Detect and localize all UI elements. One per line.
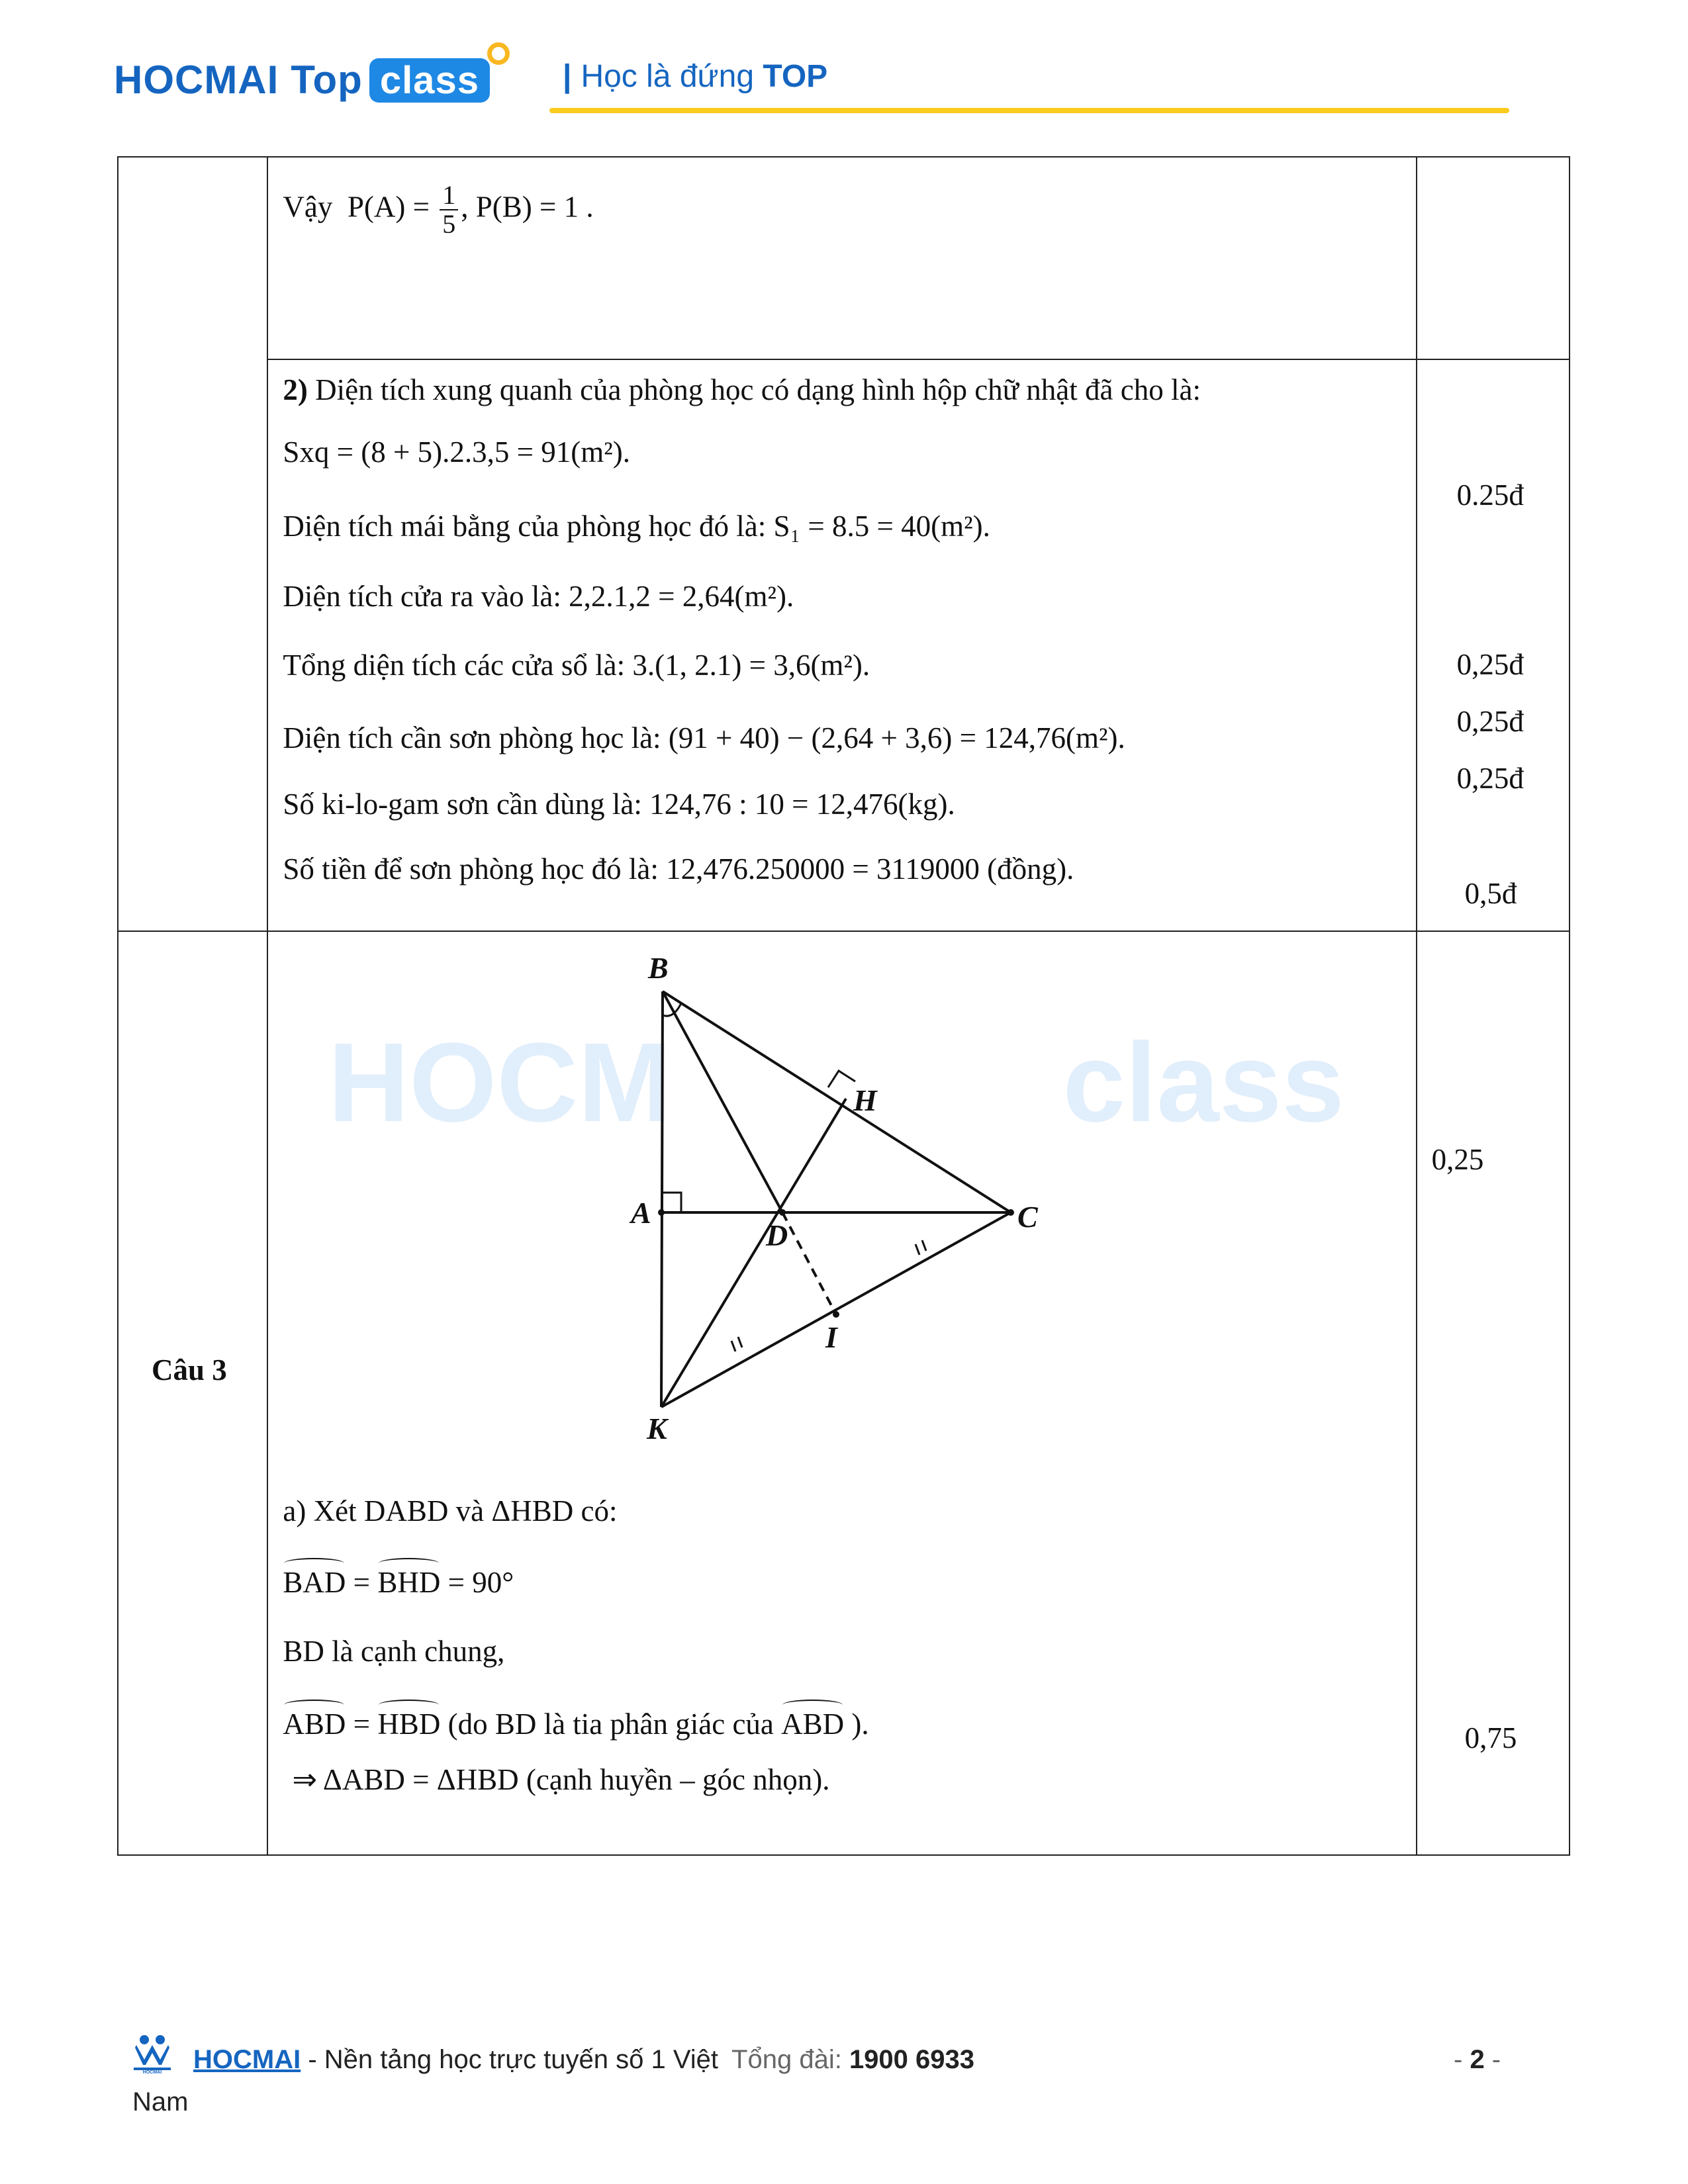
score-value: 0,25đ xyxy=(1456,648,1524,681)
point-i xyxy=(833,1311,839,1318)
slogan-text: Học là đứng xyxy=(581,59,763,94)
svg-text:HOCMAI: HOCMAI xyxy=(142,2070,162,2074)
point-d xyxy=(779,1209,786,1216)
logo-top-text: Top xyxy=(291,58,363,102)
score-cell xyxy=(1417,157,1570,359)
hocmai-topclass-logo xyxy=(114,57,490,103)
solution-cell xyxy=(267,359,1416,931)
hocmai-people-icon xyxy=(131,2033,173,2074)
right-angle-mark-h xyxy=(828,1071,855,1087)
solution-line: Tổng diện tích các cửa sổ là: 3.(1, 2.1) = 3,6(m²). xyxy=(283,649,870,682)
logo-hocmai-text: HOCMAI xyxy=(114,58,279,102)
fraction-one-fifth: $\frac{1}{5}$ xyxy=(440,181,458,238)
table-row xyxy=(118,157,1570,359)
footer-nam: Nam xyxy=(132,2087,189,2116)
angle-abd: ABD xyxy=(781,1707,845,1741)
sun-icon xyxy=(487,42,510,65)
score-value: 0,25đ xyxy=(1456,705,1524,738)
solution-line: Số tiền để sơn phòng học đó là: 12,476.250000 = 3119000 (đồng). xyxy=(283,852,1074,886)
question-label: Câu 3 xyxy=(152,1353,227,1387)
point-c xyxy=(1008,1209,1014,1216)
tick-mark xyxy=(738,1337,742,1347)
angle-bad: BAD xyxy=(283,1566,346,1599)
geometry-figure xyxy=(268,932,1413,1461)
proof-line: a) Xét DABD và ΔHBD có: xyxy=(283,1494,618,1527)
hotline-number: 1900 6933 xyxy=(849,2045,975,2074)
solution-cell xyxy=(267,157,1416,359)
footer-brand-link[interactable]: HOCMAI xyxy=(193,2045,301,2074)
solution-line: 2) Diện tích xung quanh của phòng học có dạng hình hộp chữ nhật đã cho là: xyxy=(283,373,1201,406)
solution-line: Diện tích cần sơn phòng học là: (91 + 40) − (2,64 + 3,6) = 124,76(m²). xyxy=(283,721,1125,754)
angle-abd: ABD xyxy=(283,1707,346,1741)
score-cell xyxy=(1417,931,1570,1855)
label-d: D xyxy=(766,1218,788,1252)
footer-text: HOCMAI - Nền tảng học trực tuyến số 1 Việt Tổng đài: 1900 6933 xyxy=(193,2045,975,2074)
score-cell xyxy=(1417,359,1570,931)
segment-di xyxy=(782,1212,836,1314)
angle-hbd: HBD xyxy=(377,1707,441,1741)
page-header xyxy=(0,0,1688,132)
score-value: 0,5đ xyxy=(1464,877,1517,910)
page-number: - 2 - xyxy=(1454,2045,1501,2074)
proof-line: ⇒ ΔABD = ΔHBD (cạnh huyền – góc nhọn). xyxy=(292,1763,830,1796)
proof-line: BD là cạnh chung, xyxy=(283,1635,505,1668)
angle-bhd: BHD xyxy=(377,1566,441,1599)
solution-line: Sxq = (8 + 5).2.3,5 = 91(m²). xyxy=(283,435,631,469)
label-a: A xyxy=(631,1196,652,1230)
question-cell-empty xyxy=(118,157,267,931)
question-cell xyxy=(118,931,267,1855)
segment-bk xyxy=(661,991,663,1407)
logo-class-text: class xyxy=(379,59,479,102)
score-value: 0,25đ xyxy=(1456,762,1524,795)
table-row xyxy=(118,931,1570,1855)
segment-kc xyxy=(661,1212,1011,1407)
solution-line: Diện tích cửa ra vào là: 2,2.1,2 = 2,64(m²). xyxy=(283,580,794,613)
label-b: B xyxy=(648,951,669,985)
segment-bd xyxy=(663,991,782,1212)
logo-class-badge xyxy=(369,58,490,103)
score-value: 0.25đ xyxy=(1456,478,1524,512)
label-h: H xyxy=(853,1083,878,1117)
tick-mark xyxy=(922,1240,926,1251)
header-underline xyxy=(549,108,1509,113)
solution-line: Diện tích mái bằng của phòng học đó là: S₁ = 8.5 = 40(m²). xyxy=(283,510,990,543)
right-angle-mark-a xyxy=(661,1193,681,1212)
proof-line: ABD = HBD (do BD là tia phân giác của ABD ). xyxy=(283,1707,869,1741)
watermark-text: HOCM xyxy=(328,1020,672,1146)
score-value: 0,25 xyxy=(1431,1143,1484,1176)
watermark-text: class xyxy=(1062,1020,1344,1146)
score-value: 0,75 xyxy=(1464,1721,1517,1754)
segment-bc xyxy=(663,991,1011,1212)
slogan-bar: | xyxy=(563,59,572,94)
tick-mark xyxy=(915,1244,919,1255)
conclusion-line: Vậy P(A) = $\frac{1}{5}$ , P(B) = 1 . xyxy=(283,180,594,239)
answer-table xyxy=(117,156,1570,1856)
label-k: K xyxy=(647,1412,668,1445)
proof-line: BAD = BHD = 90° xyxy=(283,1566,514,1599)
slogan xyxy=(563,58,827,95)
table-row xyxy=(118,359,1570,931)
label-c: C xyxy=(1017,1200,1039,1234)
solution-line: Số ki-lo-gam sơn cần dùng là: 124,76 : 10 = 12,476(kg). xyxy=(283,788,955,821)
tick-mark xyxy=(731,1341,735,1351)
segment-kh xyxy=(661,1099,846,1407)
solution-cell xyxy=(267,931,1416,1855)
slogan-top: TOP xyxy=(763,59,828,94)
label-i: I xyxy=(825,1320,838,1354)
point-a xyxy=(658,1209,665,1216)
